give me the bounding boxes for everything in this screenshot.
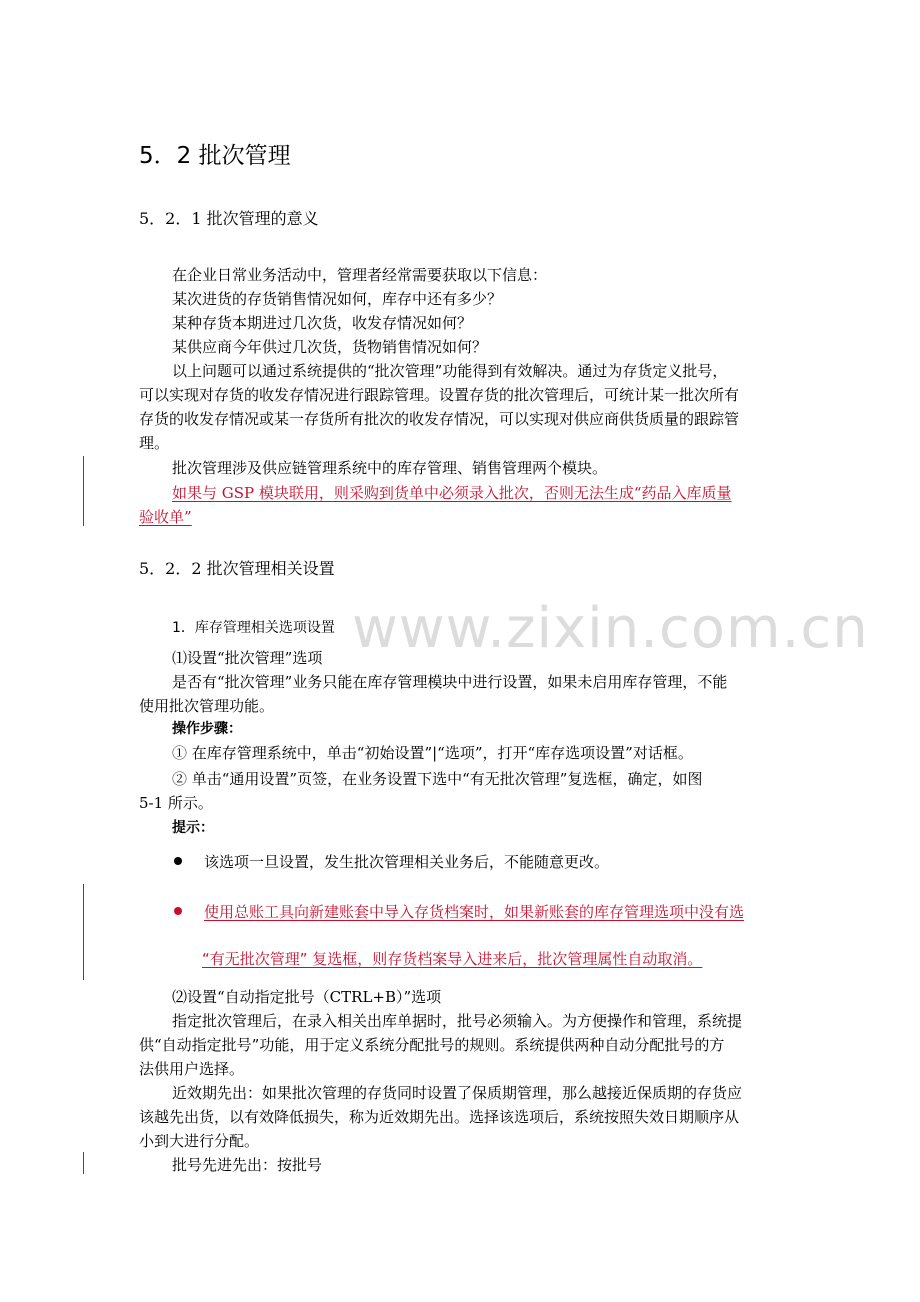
bullet-icon <box>174 857 182 865</box>
paragraph-fifo: 批号先进先出：按批号 <box>172 1156 323 1174</box>
paragraph-fefo-line-1: 近效期先出：如果批次管理的存货同时设置了保质期管理，那么越接近保质期的存货应 <box>172 1084 743 1102</box>
step-2-line-1: ② 单击“通用设置”页签，在业务设置下选中“有无批次管理”复选框，确定，如图 <box>172 770 703 788</box>
gsp-note-line-2: 验收单” <box>139 508 192 526</box>
revision-bar <box>83 1152 84 1174</box>
paragraph-modules: 批次管理涉及供应链管理系统中的库存管理、销售管理两个模块。 <box>172 459 608 477</box>
tip-1: 该选项一旦设置，发生批次管理相关业务后，不能随意更改。 <box>204 853 610 871</box>
step-1: ① 在库存管理系统中，单击“初始设置”|“选项”，打开“库存选项设置”对话框。 <box>172 744 693 762</box>
gsp-note-line-1: 如果与 GSP 模块联用，则采购到货单中必须录入批次，否则无法生成“药品入库质量 <box>172 484 732 502</box>
tip-2-line-1: 使用总账工具向新建账套中导入存货档案时，如果新账套的库存管理选项中没有选 <box>204 903 745 921</box>
steps-label: 操作步骤： <box>172 721 242 737</box>
revision-bar <box>83 884 84 980</box>
section-heading-521: 5．2．1 批次管理的意义 <box>139 209 319 228</box>
subsection-heading-1-2: ⑵设置“自动指定批号（CTRL+B）”选项 <box>172 988 442 1006</box>
paragraph-solve-line-3: 存货的收发存情况或某一存货所有批次的收发存情况，可以实现对供应商供货质量的跟踪管 <box>139 410 740 428</box>
paragraph-solve-line-2: 可以实现对存货的收发存情况进行跟踪管理。设置存货的批次管理后，可统计某一批次所有 <box>139 386 740 404</box>
paragraph-fefo-line-3: 小到大进行分配。 <box>139 1132 260 1150</box>
revision-bar <box>83 456 84 526</box>
section-heading-522: 5．2．2 批次管理相关设置 <box>139 559 335 578</box>
bullet-icon <box>174 907 182 915</box>
question-1: 某次进货的存货销售情况如何，库存中还有多少？ <box>172 290 503 308</box>
paragraph-auto-line-3: 法供用户选择。 <box>139 1060 245 1078</box>
subsection-heading-1: 1．库存管理相关选项设置 <box>172 620 335 636</box>
question-3: 某供应商今年供过几次货，货物销售情况如何？ <box>172 338 488 356</box>
step-2-line-2: 5-1 所示。 <box>139 794 213 812</box>
paragraph-solve-line-4: 理。 <box>139 434 170 452</box>
page-title: 5．2 批次管理 <box>139 143 291 169</box>
tip-2-line-2: “有无批次管理” 复选框，则存货档案导入进来后，批次管理属性自动取消。 <box>202 950 703 968</box>
paragraph-auto-line-1: 指定批次管理后，在录入相关出库单据时，批号必须输入。为方便操作和管理，系统提 <box>172 1012 743 1030</box>
paragraph-setting-line-2: 使用批次管理功能。 <box>139 697 275 715</box>
paragraph-fefo-line-2: 该越先出货，以有效降低损失，称为近效期先出。选择该选项后，系统按照失效日期顺序从 <box>139 1108 740 1126</box>
watermark: www.zixin.com.cn <box>352 596 869 661</box>
paragraph-intro: 在企业日常业务活动中，管理者经常需要获取以下信息： <box>172 266 548 284</box>
paragraph-setting-line-1: 是否有“批次管理”业务只能在库存管理模块中进行设置，如果未启用库存管理，不能 <box>172 673 728 691</box>
paragraph-solve-line-1: 以上问题可以通过系统提供的“批次管理”功能得到有效解决。通过为存货定义批号， <box>172 362 728 380</box>
tips-label: 提示： <box>172 820 214 836</box>
question-2: 某种存货本期进过几次货，收发存情况如何？ <box>172 314 473 332</box>
paragraph-auto-line-2: 供“自动指定批号”功能，用于定义系统分配批号的规则。系统提供两种自动分配批号的方 <box>139 1036 725 1054</box>
subsection-heading-1-1: ⑴设置“批次管理”选项 <box>172 649 323 667</box>
